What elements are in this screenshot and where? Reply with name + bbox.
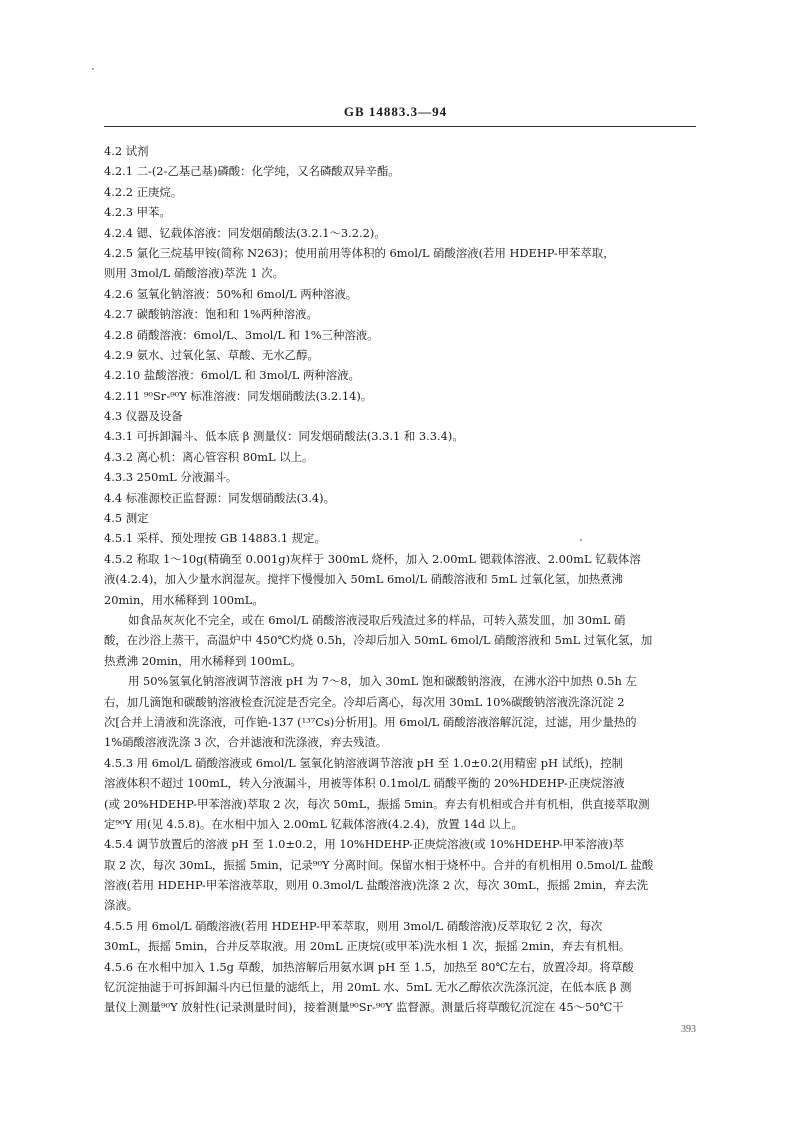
text-line: 量仪上测量⁹⁰Y 放射性(记录测量时间)，接着测量⁹⁰Sr-⁹⁰Y 监督源。测量后将草酸钇沉淀在 45～50℃干: [104, 1000, 624, 1015]
text-line: (或 20%HDEHP-甲苯溶液)萃取 2 次，每次 50mL，振摇 5min。弃去有机相或合并有机相，供直接萃取测: [104, 796, 650, 811]
document-body: [104, 141, 696, 1018]
text-line: 4.2.1 二-(2-乙基己基)磷酸：化学纯，又名磷酸双异辛酯。: [104, 164, 400, 179]
text-line: 定⁹⁰Y 用(见 4.5.8)。在水相中加入 2.00mL 钇载体溶液(4.2.4)，放置 14d 以上。: [104, 816, 523, 831]
text-line: 4.2.5 氯化三烷基甲铵(简称 N263)；使用前用等体积的 6mol/L 硝酸溶液(若用 HDEHP-甲苯萃取，: [104, 245, 615, 260]
text-line: 4.2 试剂: [104, 144, 149, 158]
text-line: 4.5.5 用 6mol/L 硝酸溶液(若用 HDEHP-甲苯萃取，则用 3mol/L 硝酸溶液)反萃取钇 2 次，每次: [104, 918, 603, 933]
text-line: 4.5.3 用 6mol/L 硝酸溶液或 6mol/L 氢氧化钠溶液调节溶液 pH 至 1.0±0.2(用精密 pH 试纸)，控制: [104, 755, 623, 770]
text-line: 钇沉淀抽滤于可拆卸漏斗内已恒量的滤纸上，用 20mL 水、5mL 无水乙醇依次洗涤沉淀，在低本底 β 测: [104, 980, 632, 995]
text-line: 取 2 次，每次 30mL，振摇 5min，记录⁹⁰Y 分离时间。保留水相于烧杯中。合并的有机相用 0.5mol/L 盐酸: [104, 857, 654, 872]
text-line: 4.2.2 正庚烷。: [104, 184, 183, 199]
text-line: 4.2.10 盐酸溶液：6mol/L 和 3mol/L 两种溶液。: [104, 368, 360, 383]
text-line: 4.5.4 调节放置后的溶液 pH 至 1.0±0.2，用 10%HDEHP-正庚烷溶液(或 10%HDEHP-甲苯溶液)萃: [104, 837, 625, 852]
text-line: 1%硝酸溶液洗涤 3 次，合并滤液和洗涤液，弃去残渣。: [104, 735, 388, 750]
text-line: 4.2.6 氢氧化钠溶液：50%和 6mol/L 两种溶液。: [104, 286, 358, 301]
text-line: 30mL，振摇 5min，合并反萃取液。用 20mL 正庚烷(或甲苯)洗水相 1 次，振摇 2min，弃去有机相。: [104, 939, 631, 954]
text-line: 4.2.4 锶、钇载体溶液：同发烟硝酸法(3.2.1～3.2.2)。: [104, 225, 386, 240]
text-line: 液(4.2.4)，加入少量水润湿灰。搅拌下慢慢加入 50mL 6mol/L 硝酸溶液和 5mL 过氧化氢，加热煮沸: [104, 572, 623, 587]
text-line: 4.5.2 称取 1～10g(精确至 0.001g)灰样于 300mL 烧杯，加入 2.00mL 锶载体溶液、2.00mL 钇载体溶: [104, 551, 641, 566]
text-line: 4.3.3 250mL 分液漏斗。: [104, 470, 238, 485]
text-line: 4.2.3 甲苯。: [104, 205, 171, 220]
text-line: 酸，在沙浴上蒸干，高温炉中 450℃灼烧 0.5h，冷却后加入 50mL 6mol/L 硝酸溶液和 5mL 过氧化氢，加: [104, 633, 653, 648]
text-line: 用 50%氢氧化钠溶液调节溶液 pH 为 7～8，加入 30mL 饱和碳酸钠溶液，在沸水浴中加热 0.5h 左: [128, 674, 637, 689]
scan-speck: [580, 539, 582, 541]
text-line: 4.5 测定: [104, 511, 149, 526]
text-line: 溶液(若用 HDEHP-甲苯溶液萃取，则用 0.3mol/L 盐酸溶液)洗涤 2 次，每次 30mL，振摇 2min，弃去洗: [104, 878, 649, 893]
text-line: 次[合并上清液和洗涤液，可作铯-137 (¹³⁷Cs)分析用]。用 6mol/L 硝酸溶液溶解沉淀，过滤，用少量热的: [104, 714, 637, 729]
text-line: 4.5.6 在水相中加入 1.5g 草酸，加热溶解后用氨水调 pH 至 1.5，加热至 80℃左右，放置冷却。将草酸: [104, 959, 634, 974]
text-line: 4.2.9 氨水、过氧化氢、草酸、无水乙醇。: [104, 347, 319, 362]
text-line: 4.2.11 ⁹⁰Sr-⁹⁰Y 标准溶液：同发烟硝酸法(3.2.14)。: [104, 388, 373, 403]
text-line: 4.3.1 可拆卸漏斗、低本底 β 测量仪：同发烟硝酸法(3.3.1 和 3.3.4)。: [104, 429, 464, 444]
text-line: 20min，用水稀释到 100mL。: [104, 592, 264, 607]
page-number: 393: [681, 1024, 696, 1035]
text-line: 则用 3mol/L 硝酸溶液)萃洗 1 次。: [104, 266, 285, 281]
text-line: 4.4 标准源校正监督源：同发烟硝酸法(3.4)。: [104, 490, 335, 505]
header-rule: [104, 126, 696, 127]
text-line: 4.5.1 采样、预处理按 GB 14883.1 规定。: [104, 531, 326, 546]
text-line: 涤液。: [104, 898, 139, 913]
text-line: 4.2.8 硝酸溶液：6mol/L、3mol/L 和 1%三种溶液。: [104, 327, 379, 342]
text-line: 热煮沸 20min，用水稀释到 100mL。: [104, 653, 302, 668]
scan-speck: [92, 68, 94, 70]
text-line: 如食品灰灰化不完全，或在 6mol/L 硝酸溶液浸取后残渣过多的样品，可转入蒸发皿，加 30mL 硝: [128, 612, 626, 627]
text-line: 4.2.7 碳酸钠溶液：饱和和 1%两种溶液。: [104, 307, 318, 322]
text-line: 右，加几滴饱和碳酸钠溶液检查沉淀是否完全。冷却后离心，每次用 30mL 10%碳酸钠溶液洗涤沉淀 2: [104, 694, 625, 709]
text-line: 4.3 仪器及设备: [104, 409, 183, 424]
text-line: 4.3.2 离心机：离心管容积 80mL 以上。: [104, 449, 314, 464]
text-line: 溶液体积不超过 100mL，转入分液漏斗，用被等体积 0.1mol/L 硝酸平衡的 20%HDEHP-正庚烷溶液: [104, 776, 625, 791]
page-header: GB 14883.3—94: [343, 104, 448, 119]
